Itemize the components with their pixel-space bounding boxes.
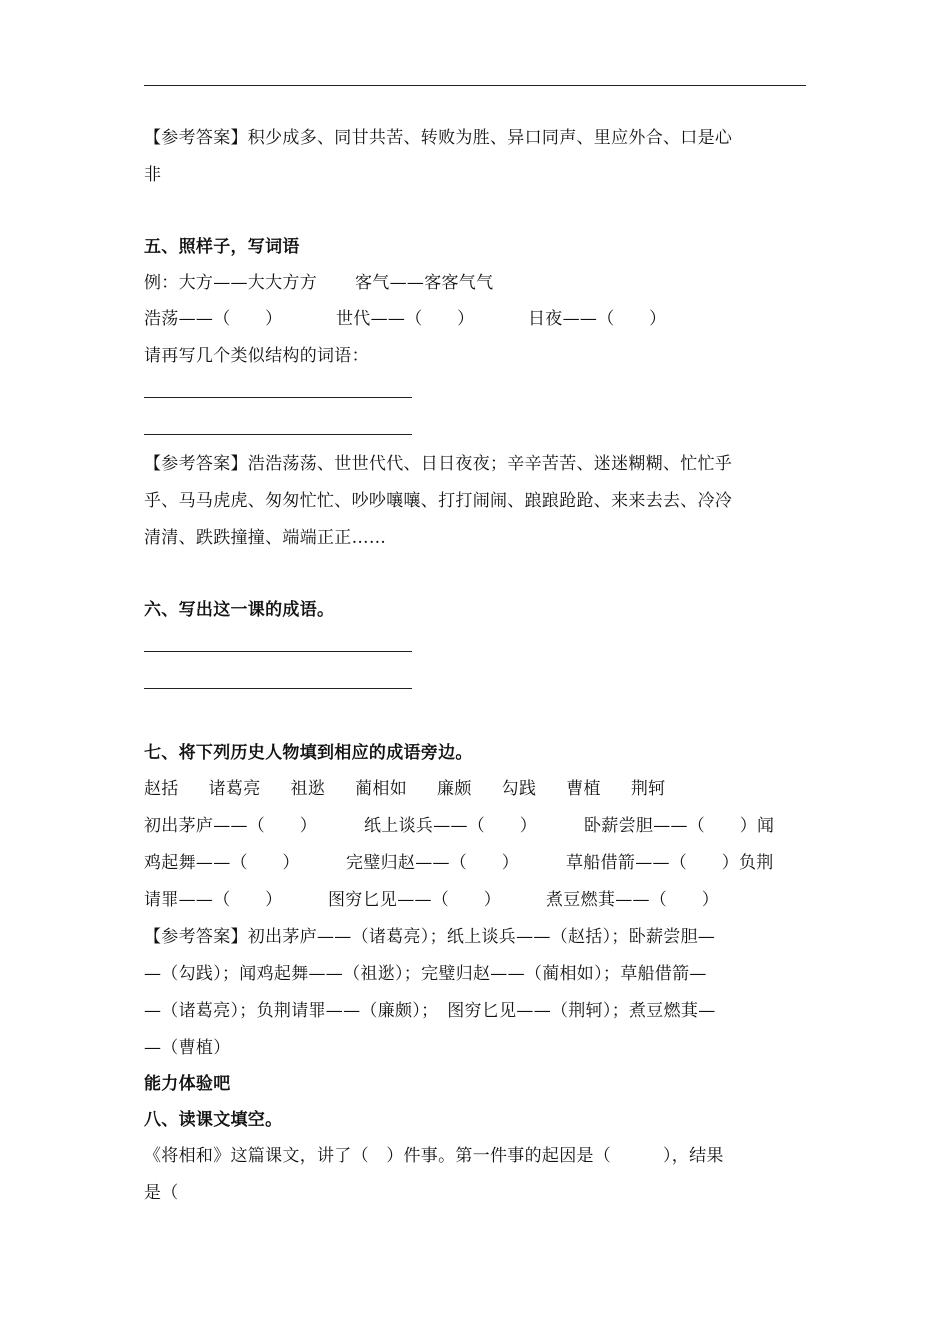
question-item: 纸上谈兵——（ ） (364, 816, 537, 836)
section-5-example (144, 272, 493, 294)
section-7-title: 七、将下列历史人物填到相应的成语旁边。 (144, 743, 473, 763)
section-5-title: 五、照样子，写词语 (144, 237, 300, 257)
question-item: 卧薪尝胆——（ ）闻 (584, 816, 775, 836)
historical-names-list (144, 778, 665, 800)
section-5-answer-line-3: 清清、跌跌撞撞、端端正正…… (144, 528, 387, 548)
name-zhugeliang: 诸葛亮 (208, 779, 261, 799)
question-item: 初出茅庐——（ ） (144, 816, 317, 836)
question-item: 煮豆燃萁——（ ） (546, 890, 719, 910)
name-zhaokuo: 赵括 (144, 779, 179, 799)
ability-heading: 能力体验吧 (144, 1074, 231, 1094)
answer-idioms-line-1: 【参考答案】积少成多、同甘共苦、转败为胜、异口同声、里应外合、口是心 (144, 128, 733, 148)
section-7-question-line-1 (144, 815, 774, 837)
question-item: 图穷匕见——（ ） (328, 890, 501, 910)
header-rule (144, 85, 806, 86)
section-5-prompt: 请再写几个类似结构的词语： (144, 346, 369, 366)
question-item: 鸡起舞——（ ） (144, 853, 300, 873)
section-8-title: 八、读课文填空。 (144, 1110, 283, 1130)
answer-idioms-line-2: 非 (144, 165, 162, 185)
item-shidai: 世代——（ ） (336, 309, 475, 329)
name-jingke: 荆轲 (630, 779, 666, 799)
name-zuti: 祖逖 (290, 779, 326, 799)
example-2: 客气——客客气气 (355, 273, 494, 293)
section-7-answer-line-2: —（勾践）；闻鸡起舞——（祖逖）；完璧归赵——（蔺相如）；草船借箭— (144, 964, 707, 984)
answer-blank-line[interactable] (144, 651, 412, 652)
section-8-line-2: 是（ (144, 1183, 179, 1203)
name-goujian: 勾践 (501, 779, 537, 799)
section-7-answer-line-1: 【参考答案】初出茅庐——（诸葛亮）；纸上谈兵——（赵括）；卧薪尝胆— (144, 927, 716, 947)
item-haodang: 浩荡——（ ） (144, 309, 283, 329)
section-5-answer-line-1: 【参考答案】浩浩荡荡、世世代代、日日夜夜；辛辛苦苦、迷迷糊糊、忙忙乎 (144, 454, 733, 474)
name-caozhi: 曹植 (566, 779, 601, 799)
section-7-question-line-3 (144, 889, 719, 911)
answer-blank-line[interactable] (144, 434, 412, 435)
section-5-answer-line-2: 乎、马马虎虎、匆匆忙忙、吵吵嚷嚷、打打闹闹、踉踉跄跄、来来去去、冷冷 (144, 491, 733, 511)
name-linxiangru: 蔺相如 (355, 779, 408, 799)
section-7-answer-line-4: —（曹植） (144, 1038, 231, 1058)
answer-blank-line[interactable] (144, 688, 412, 689)
item-riye: 日夜——（ ） (528, 309, 667, 329)
answer-blank-line[interactable] (144, 397, 412, 398)
section-8-line-1: 《将相和》这篇课文，讲了（ ）件事。第一件事的起因是（ ），结果 (144, 1146, 724, 1166)
question-item: 完璧归赵——（ ） (346, 853, 519, 873)
section-6-title: 六、写出这一课的成语。 (144, 600, 335, 620)
section-7-answer-line-3: —（诸葛亮）；负荆请罪——（廉颇）； 图穷匕见——（荆轲）；煮豆燃萁— (144, 1001, 716, 1021)
section-7-question-line-2 (144, 852, 774, 874)
name-lianpo: 廉颇 (437, 779, 472, 799)
example-1: 例：大方——大大方方 (144, 273, 317, 293)
question-item: 请罪——（ ） (144, 890, 283, 910)
section-5-items (144, 308, 666, 330)
question-item: 草船借箭——（ ）负荆 (566, 853, 774, 873)
